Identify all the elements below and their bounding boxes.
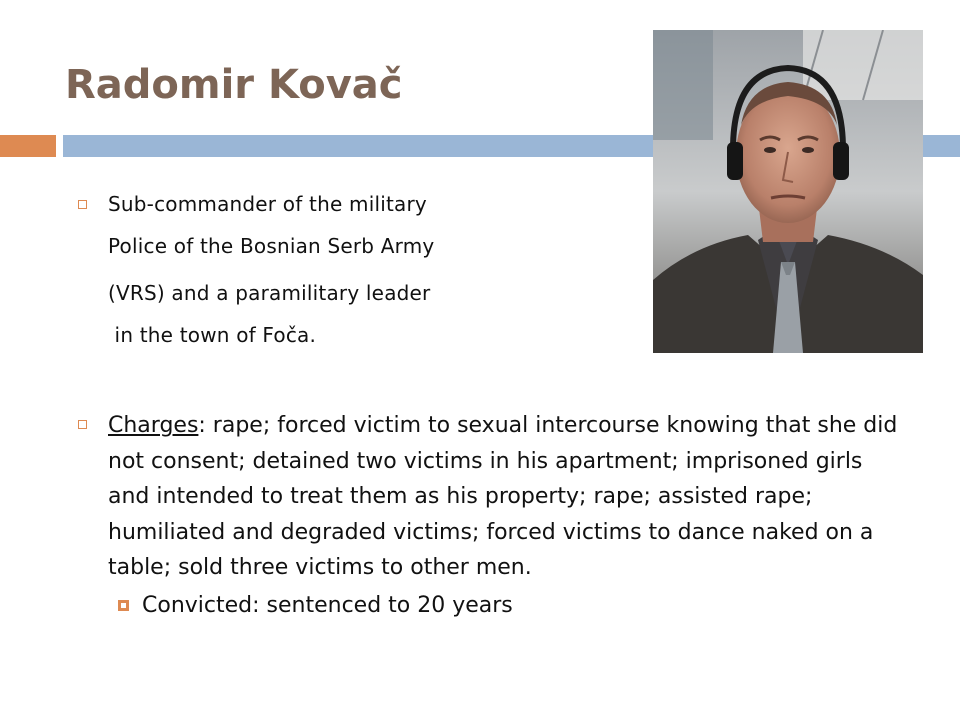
portrait-photo-icon [653, 30, 923, 353]
accent-bar-orange [0, 135, 56, 157]
bullet-1-line-3: (VRS) and a paramilitary leader [108, 281, 431, 305]
hollow-square-bullet-icon [78, 420, 87, 429]
filled-square-bullet-icon [118, 600, 129, 611]
conviction-text: Convicted: sentenced to 20 years [142, 593, 513, 618]
hollow-square-bullet-icon [78, 200, 87, 209]
slide-title: Radomir Kovač [65, 62, 403, 108]
bullet-1-line-1: Sub-commander of the military [108, 192, 427, 216]
portrait-photo [653, 30, 923, 353]
bullet-1-line-2: Police of the Bosnian Serb Army [108, 234, 435, 258]
charges-text: : rape; forced victim to sexual intercourse knowing that she did not consent; detained two victims in his apartment; imprisoned girls and intended to treat them as his property; rape; assisted rape; humiliated and degraded victims; forced victims to dance naked on a table; sold three victims to other men. [108, 413, 898, 580]
charges-label: Charges [108, 413, 199, 438]
charges-paragraph [108, 408, 898, 586]
bullet-1-line-4: in the town of Foča. [108, 323, 317, 347]
